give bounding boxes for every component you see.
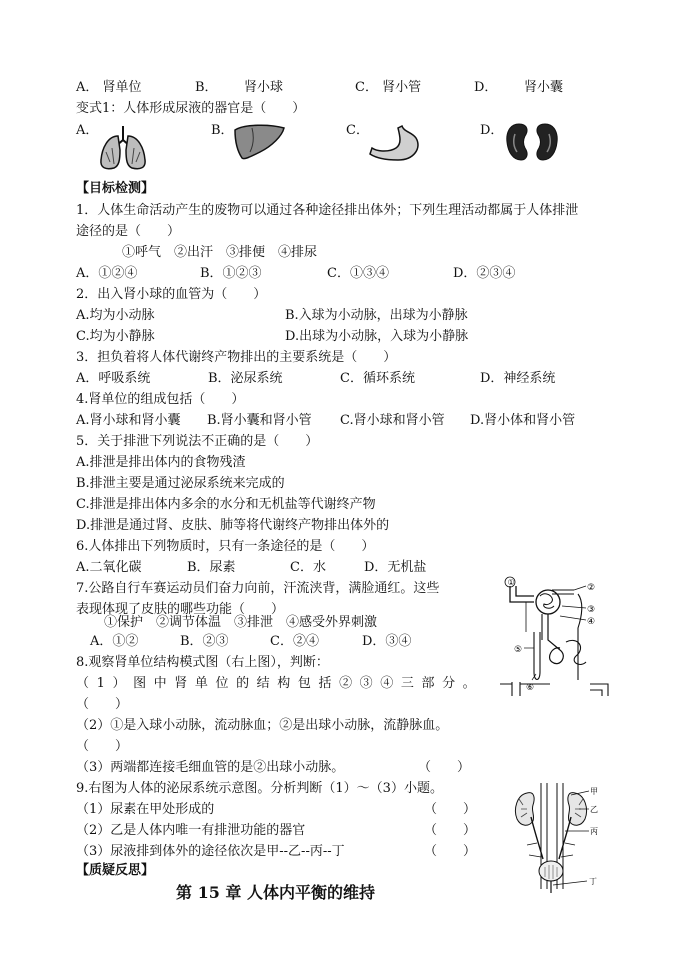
q4-stem: 4.肾单位的组成包括（ ） xyxy=(76,392,245,407)
variant-label-b: B． xyxy=(211,123,234,138)
variant-label-c: C． xyxy=(346,123,369,138)
nephron-label-2: ② xyxy=(587,583,596,593)
q7-stem-line1: 7.公路自行车赛运动员们奋力向前，汗流浃背，满脸通红。这些 xyxy=(76,581,440,596)
q4-option-c: C.肾小球和肾小管 xyxy=(340,413,445,428)
urinary-label-yi: 乙 xyxy=(590,805,598,814)
q7-option-a: A．①② xyxy=(90,634,139,649)
q0-option-c: C． 肾小管 xyxy=(355,80,422,95)
q9-blank-1: （ ） xyxy=(424,802,477,817)
q1-items: ①呼气 ②出汗 ③排便 ④排尿 xyxy=(122,245,318,260)
section-reflect-heading: 【质疑反思】 xyxy=(76,863,155,878)
q2-option-d: D.出球为小动脉，入球为小静脉 xyxy=(285,329,469,344)
lungs-icon xyxy=(98,124,148,172)
nephron-label-3: ③ xyxy=(587,605,596,615)
nephron-label-4: ④ xyxy=(587,617,596,627)
q7-option-d: D．③④ xyxy=(362,634,412,649)
q2-option-b: B.入球为小动脉，出球为小静脉 xyxy=(285,308,468,323)
q6-option-c: C．水 xyxy=(290,560,326,575)
q2-stem: 2．出入肾小球的血管为（ ） xyxy=(76,287,267,302)
nephron-label-1: ① xyxy=(507,578,515,587)
q7-option-b: B．②③ xyxy=(180,634,229,649)
q2-option-c: C.均为小静脉 xyxy=(76,329,155,344)
q8-statement-1: （1）图中肾单位的结构包括②③④三部分。 xyxy=(76,676,484,691)
stomach-icon xyxy=(368,124,424,164)
q8-stem: 8.观察肾单位结构模式图（右上图），判断： xyxy=(76,655,329,670)
variant-question: 变式1：人体形成尿液的器官是（ ） xyxy=(76,101,306,116)
q0-option-a: A． 肾单位 xyxy=(76,80,142,95)
urinary-system-diagram xyxy=(505,783,605,895)
q3-stem: 3．担负着将人体代谢终产物排出的主要系统是（ ） xyxy=(76,350,397,365)
q7-items: ①保护 ②调节体温 ③排泄 ④感受外界刺激 xyxy=(104,615,378,630)
q3-option-d: D．神经系统 xyxy=(480,371,556,386)
q8-blank-1: （ ） xyxy=(76,697,129,712)
urinary-label-bing: 丙 xyxy=(590,827,598,836)
section-target-heading: 【目标检测】 xyxy=(76,181,155,196)
q5-option-c: C.排泄是排出体内多余的水分和无机盐等代谢终产物 xyxy=(76,497,376,512)
q6-option-b: B．尿素 xyxy=(187,560,236,575)
q3-option-a: A．呼吸系统 xyxy=(76,371,151,386)
q0-option-d-text: 肾小囊 xyxy=(524,80,564,95)
q4-option-d: D.肾小体和肾小管 xyxy=(470,413,576,428)
chapter-title: 第 15 章 人体内平衡的维持 xyxy=(176,883,375,902)
q0-option-b-letter: B． xyxy=(195,80,218,95)
q1-option-a: A．①②④ xyxy=(76,266,138,281)
q4-option-a: A.肾小球和肾小囊 xyxy=(76,413,181,428)
q9-blank-3: （ ） xyxy=(424,844,477,859)
q7-option-c: C．②④ xyxy=(270,634,319,649)
q9-statement-3: （3）尿液排到体外的途径依次是甲--乙--丙--丁 xyxy=(76,844,345,859)
q6-stem: 6.人体排出下列物质时，只有一条途径的是（ ） xyxy=(76,539,375,554)
q6-option-d: D．无机盐 xyxy=(364,560,427,575)
q9-stem: 9.右图为人体的泌尿系统示意图。分析判断（1）～（3）小题。 xyxy=(76,781,443,796)
q8-statement-2: （2）①是入球小动脉，流动脉血；②是出球小动脉，流静脉血。 xyxy=(76,718,449,733)
q5-option-b: B.排泄主要是通过泌尿系统来完成的 xyxy=(76,476,285,491)
nephron-diagram xyxy=(490,572,622,702)
q9-statement-1: （1）尿素在甲处形成的 xyxy=(76,802,215,817)
liver-icon xyxy=(232,122,286,162)
q3-option-b: B．泌尿系统 xyxy=(208,371,283,386)
variant-label-d: D． xyxy=(480,123,504,138)
q3-option-c: C．循环系统 xyxy=(340,371,415,386)
q8-blank-2: （ ） xyxy=(76,739,129,754)
q5-option-d: D.排泄是通过肾、皮肤、肺等将代谢终产物排出体外的 xyxy=(76,518,390,533)
q1-stem-line1: 1．人体生命活动产生的废物可以通过各种途径排出体外；下列生理活动都属于人体排泄 xyxy=(76,203,579,218)
q9-statement-2: （2）乙是人体内唯一有排泄功能的器官 xyxy=(76,823,306,838)
q1-option-c: C．①③④ xyxy=(327,266,389,281)
q8-statement-3: （3）两端都连接毛细血管的是②出球小动脉。 xyxy=(76,760,345,775)
nephron-label-6: ⑥ xyxy=(526,683,535,693)
variant-label-a: A． xyxy=(76,123,99,138)
q0-option-d-letter: D． xyxy=(474,80,498,95)
q5-stem: 5．关于排泄下列说法不正确的是（ ） xyxy=(76,434,319,449)
kidneys-icon xyxy=(505,122,559,162)
q1-stem-line2: 途径的是（ ） xyxy=(76,224,181,239)
q2-option-a: A.均为小动脉 xyxy=(76,308,155,323)
q0-option-b-text: 肾小球 xyxy=(244,80,284,95)
q5-option-a: A.排泄是排出体内的食物残渣 xyxy=(76,455,246,470)
q1-option-b: B．①②③ xyxy=(200,266,262,281)
q4-option-b: B.肾小囊和肾小管 xyxy=(207,413,312,428)
q1-option-d: D．②③④ xyxy=(453,266,516,281)
urinary-label-ding: 丁 xyxy=(589,877,597,886)
q8-blank-3: （ ） xyxy=(418,760,471,775)
q7-stem-line2: 表现体现了皮肤的哪些功能（ ） xyxy=(76,602,285,617)
q9-blank-2: （ ） xyxy=(424,823,477,838)
nephron-label-5: ⑤ xyxy=(514,645,523,655)
urinary-label-jia: 甲 xyxy=(590,787,598,796)
q6-option-a: A.二氧化碳 xyxy=(76,560,142,575)
